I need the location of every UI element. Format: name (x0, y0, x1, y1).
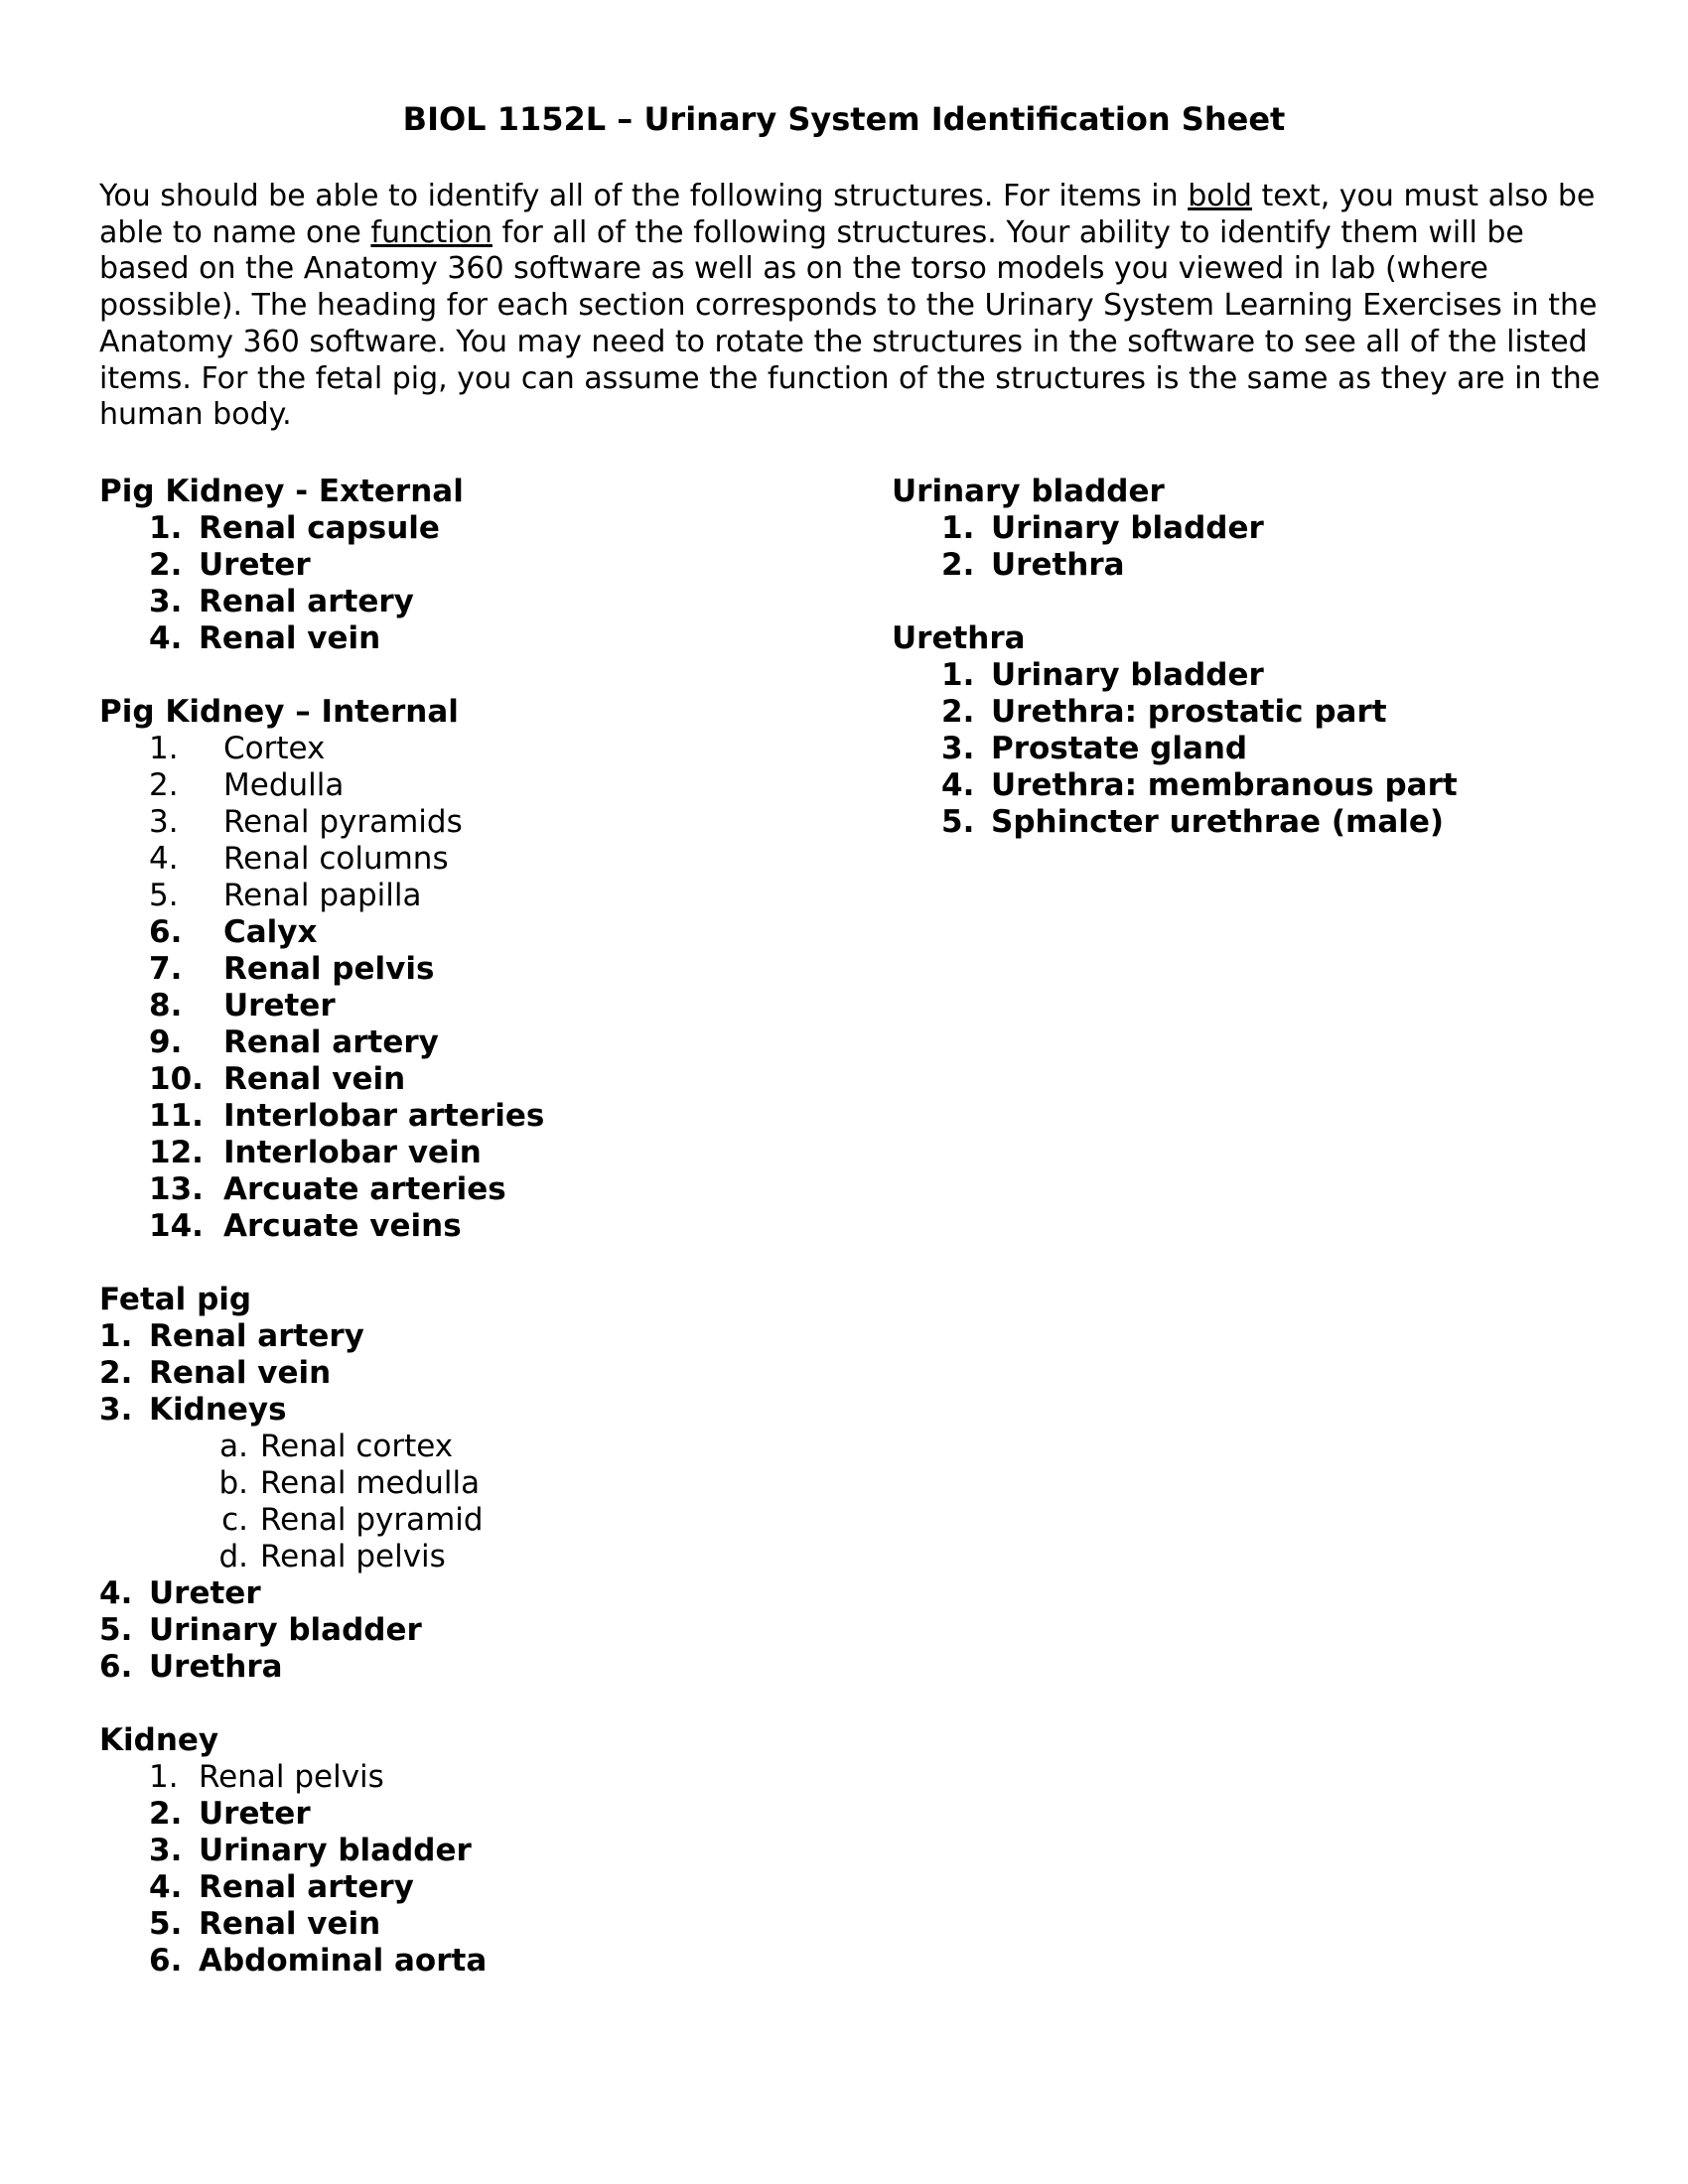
item-letter: a. (219, 1429, 248, 1464)
item-number: 6. (149, 1943, 183, 1979)
list-item (149, 804, 854, 841)
structure-list (892, 657, 1646, 841)
item-number: 1. (149, 731, 179, 766)
list-item (149, 1833, 854, 1869)
item-label: Renal pyramids (223, 804, 463, 840)
item-number: 6. (149, 914, 183, 950)
item-label: Renal medulla (260, 1465, 481, 1501)
right-column (892, 474, 1646, 878)
list-item (149, 1943, 854, 1979)
item-label: Kidneys (149, 1392, 287, 1428)
intro-function-word: function (370, 214, 492, 250)
item-number: 3. (149, 1833, 183, 1868)
item-number: 5. (941, 804, 975, 840)
item-label: Renal columns (223, 841, 449, 877)
list-item (99, 1649, 854, 1686)
item-label: Prostate gland (991, 731, 1248, 766)
list-item (149, 1061, 854, 1098)
item-label: Ureter (223, 988, 336, 1024)
item-number: 1. (149, 1759, 179, 1795)
section-title: Pig Kidney - External (99, 474, 464, 509)
list-item (941, 767, 1646, 804)
item-label: Ureter (199, 547, 311, 583)
item-number: 3. (941, 731, 975, 766)
item-number: 5. (99, 1612, 133, 1648)
item-label: Urethra (991, 547, 1125, 583)
list-item (941, 547, 1646, 584)
section-kidney (99, 1722, 854, 1979)
section-pig-kidney-internal (99, 694, 854, 1245)
section-pig-kidney-external (99, 474, 854, 657)
list-item (149, 1208, 854, 1245)
item-number: 4. (149, 620, 183, 656)
item-letter: b. (218, 1465, 248, 1501)
section-title: Urinary bladder (892, 474, 1165, 509)
item-number: 2. (149, 1796, 183, 1832)
item-number: 3. (99, 1392, 133, 1428)
list-item (149, 1171, 854, 1208)
sub-list-item (99, 1465, 854, 1502)
sub-list-item (99, 1429, 854, 1465)
section-urethra (892, 620, 1646, 841)
item-label: Urinary bladder (149, 1612, 422, 1648)
item-label: Ureter (149, 1575, 261, 1611)
sub-list-item (99, 1502, 854, 1539)
item-label: Renal pelvis (199, 1759, 384, 1795)
item-number: 2. (99, 1355, 133, 1391)
list-item (941, 731, 1646, 767)
structure-list (892, 510, 1646, 584)
sub-list-item (99, 1539, 854, 1575)
list-item (149, 988, 854, 1024)
structure-list (99, 1759, 854, 1979)
item-label: Urinary bladder (199, 1833, 472, 1868)
list-item (149, 510, 854, 547)
item-label: Renal cortex (260, 1429, 454, 1464)
item-number: 3. (149, 804, 179, 840)
list-item (149, 547, 854, 584)
list-item (149, 1098, 854, 1135)
section-fetal-pig (99, 1282, 854, 1686)
list-item (941, 510, 1646, 547)
list-item (149, 1869, 854, 1906)
item-number: 7. (149, 951, 183, 987)
item-number: 1. (941, 657, 975, 693)
item-number: 3. (149, 584, 183, 619)
item-label: Renal vein (149, 1355, 332, 1391)
list-item (149, 584, 854, 620)
section-urinary-bladder (892, 474, 1646, 584)
list-item (99, 1575, 854, 1612)
item-label: Urethra: membranous part (991, 767, 1458, 803)
item-number: 1. (99, 1318, 133, 1354)
item-label: Urinary bladder (991, 657, 1264, 693)
item-number: 2. (149, 767, 179, 803)
list-item (149, 620, 854, 657)
item-number: 10. (149, 1061, 204, 1097)
list-item (941, 804, 1646, 841)
section-title: Kidney (99, 1722, 219, 1758)
intro-text-1: You should be able to identify all of the following structures. For items in (99, 179, 1189, 213)
item-number: 4. (149, 841, 179, 877)
item-label: Renal artery (223, 1024, 439, 1060)
intro-bold-word: bold (1188, 179, 1252, 213)
list-item (99, 1355, 854, 1392)
item-letter: d. (218, 1539, 248, 1574)
item-label: Renal artery (199, 584, 414, 619)
list-item (149, 1135, 854, 1171)
item-number: 4. (941, 767, 975, 803)
item-label: Calyx (223, 914, 318, 950)
intro-text-2: text, you must also be able to name one (99, 179, 1596, 250)
item-number: 1. (149, 510, 183, 546)
item-label: Interlobar vein (223, 1135, 482, 1170)
structure-list (99, 731, 854, 1245)
list-item (149, 1906, 854, 1943)
item-label: Renal pelvis (260, 1539, 446, 1574)
left-column (99, 474, 854, 2016)
item-label: Renal capsule (199, 510, 440, 546)
list-item (149, 731, 854, 767)
list-item (149, 878, 854, 914)
item-number: 2. (941, 694, 975, 730)
item-label: Urethra (149, 1649, 283, 1685)
item-label: Arcuate veins (223, 1208, 462, 1244)
item-number: 4. (149, 1869, 183, 1905)
item-number: 11. (149, 1098, 204, 1134)
item-label: Urethra: prostatic part (991, 694, 1387, 730)
item-number: 4. (99, 1575, 133, 1611)
item-label: Renal artery (199, 1869, 414, 1905)
item-number: 9. (149, 1024, 183, 1060)
item-label: Interlobar arteries (223, 1098, 545, 1134)
item-number: 5. (149, 1906, 183, 1942)
item-label: Arcuate arteries (223, 1171, 506, 1207)
item-label: Sphincter urethrae (male) (991, 804, 1445, 840)
list-item (941, 657, 1646, 694)
item-label: Urinary bladder (991, 510, 1264, 546)
list-item (149, 1796, 854, 1833)
list-item (149, 1024, 854, 1061)
item-label: Renal pelvis (223, 951, 435, 987)
list-item (99, 1612, 854, 1649)
intro-text-3: for all of the following structures. Your ability to identify them will be based on the Anatomy 360 software as well as on the torso models you viewed in lab (where possible). The heading for each section corresponds to the Urinary System Learning Exercises in the Anatomy 360 software. You may need to rotate the structures in the software to see all of the listed items. For the fetal pig, you can assume the function of the structures is the same as they are in the human body. (99, 214, 1601, 433)
item-number: 2. (149, 547, 183, 583)
item-number: 2. (941, 547, 975, 583)
page-title: BIOL 1152L – Urinary System Identification Sheet (402, 100, 1286, 138)
item-label: Ureter (199, 1796, 311, 1832)
item-letter: c. (221, 1502, 248, 1538)
structure-list (99, 1318, 854, 1686)
structure-list (99, 510, 854, 657)
item-label: Abdominal aorta (199, 1943, 488, 1979)
item-number: 5. (149, 878, 179, 913)
list-item (99, 1318, 854, 1355)
item-number: 14. (149, 1208, 204, 1244)
item-label: Medulla (223, 767, 345, 803)
list-item (149, 841, 854, 878)
item-number: 12. (149, 1135, 204, 1170)
item-label: Renal artery (149, 1318, 364, 1354)
item-number: 1. (941, 510, 975, 546)
list-item (149, 767, 854, 804)
item-label: Renal vein (199, 1906, 381, 1942)
item-label: Renal pyramid (260, 1502, 484, 1538)
section-title: Pig Kidney – Internal (99, 694, 459, 730)
list-item (99, 1392, 854, 1429)
item-number: 13. (149, 1171, 204, 1207)
list-item (149, 914, 854, 951)
section-title: Fetal pig (99, 1282, 252, 1317)
list-item (149, 951, 854, 988)
item-number: 6. (99, 1649, 133, 1685)
intro-paragraph (99, 179, 1609, 434)
item-number: 8. (149, 988, 183, 1024)
item-label: Cortex (223, 731, 326, 766)
item-label: Renal papilla (223, 878, 422, 913)
section-title: Urethra (892, 620, 1026, 656)
list-item (941, 694, 1646, 731)
list-item (149, 1759, 854, 1796)
item-label: Renal vein (223, 1061, 406, 1097)
item-label: Renal vein (199, 620, 381, 656)
